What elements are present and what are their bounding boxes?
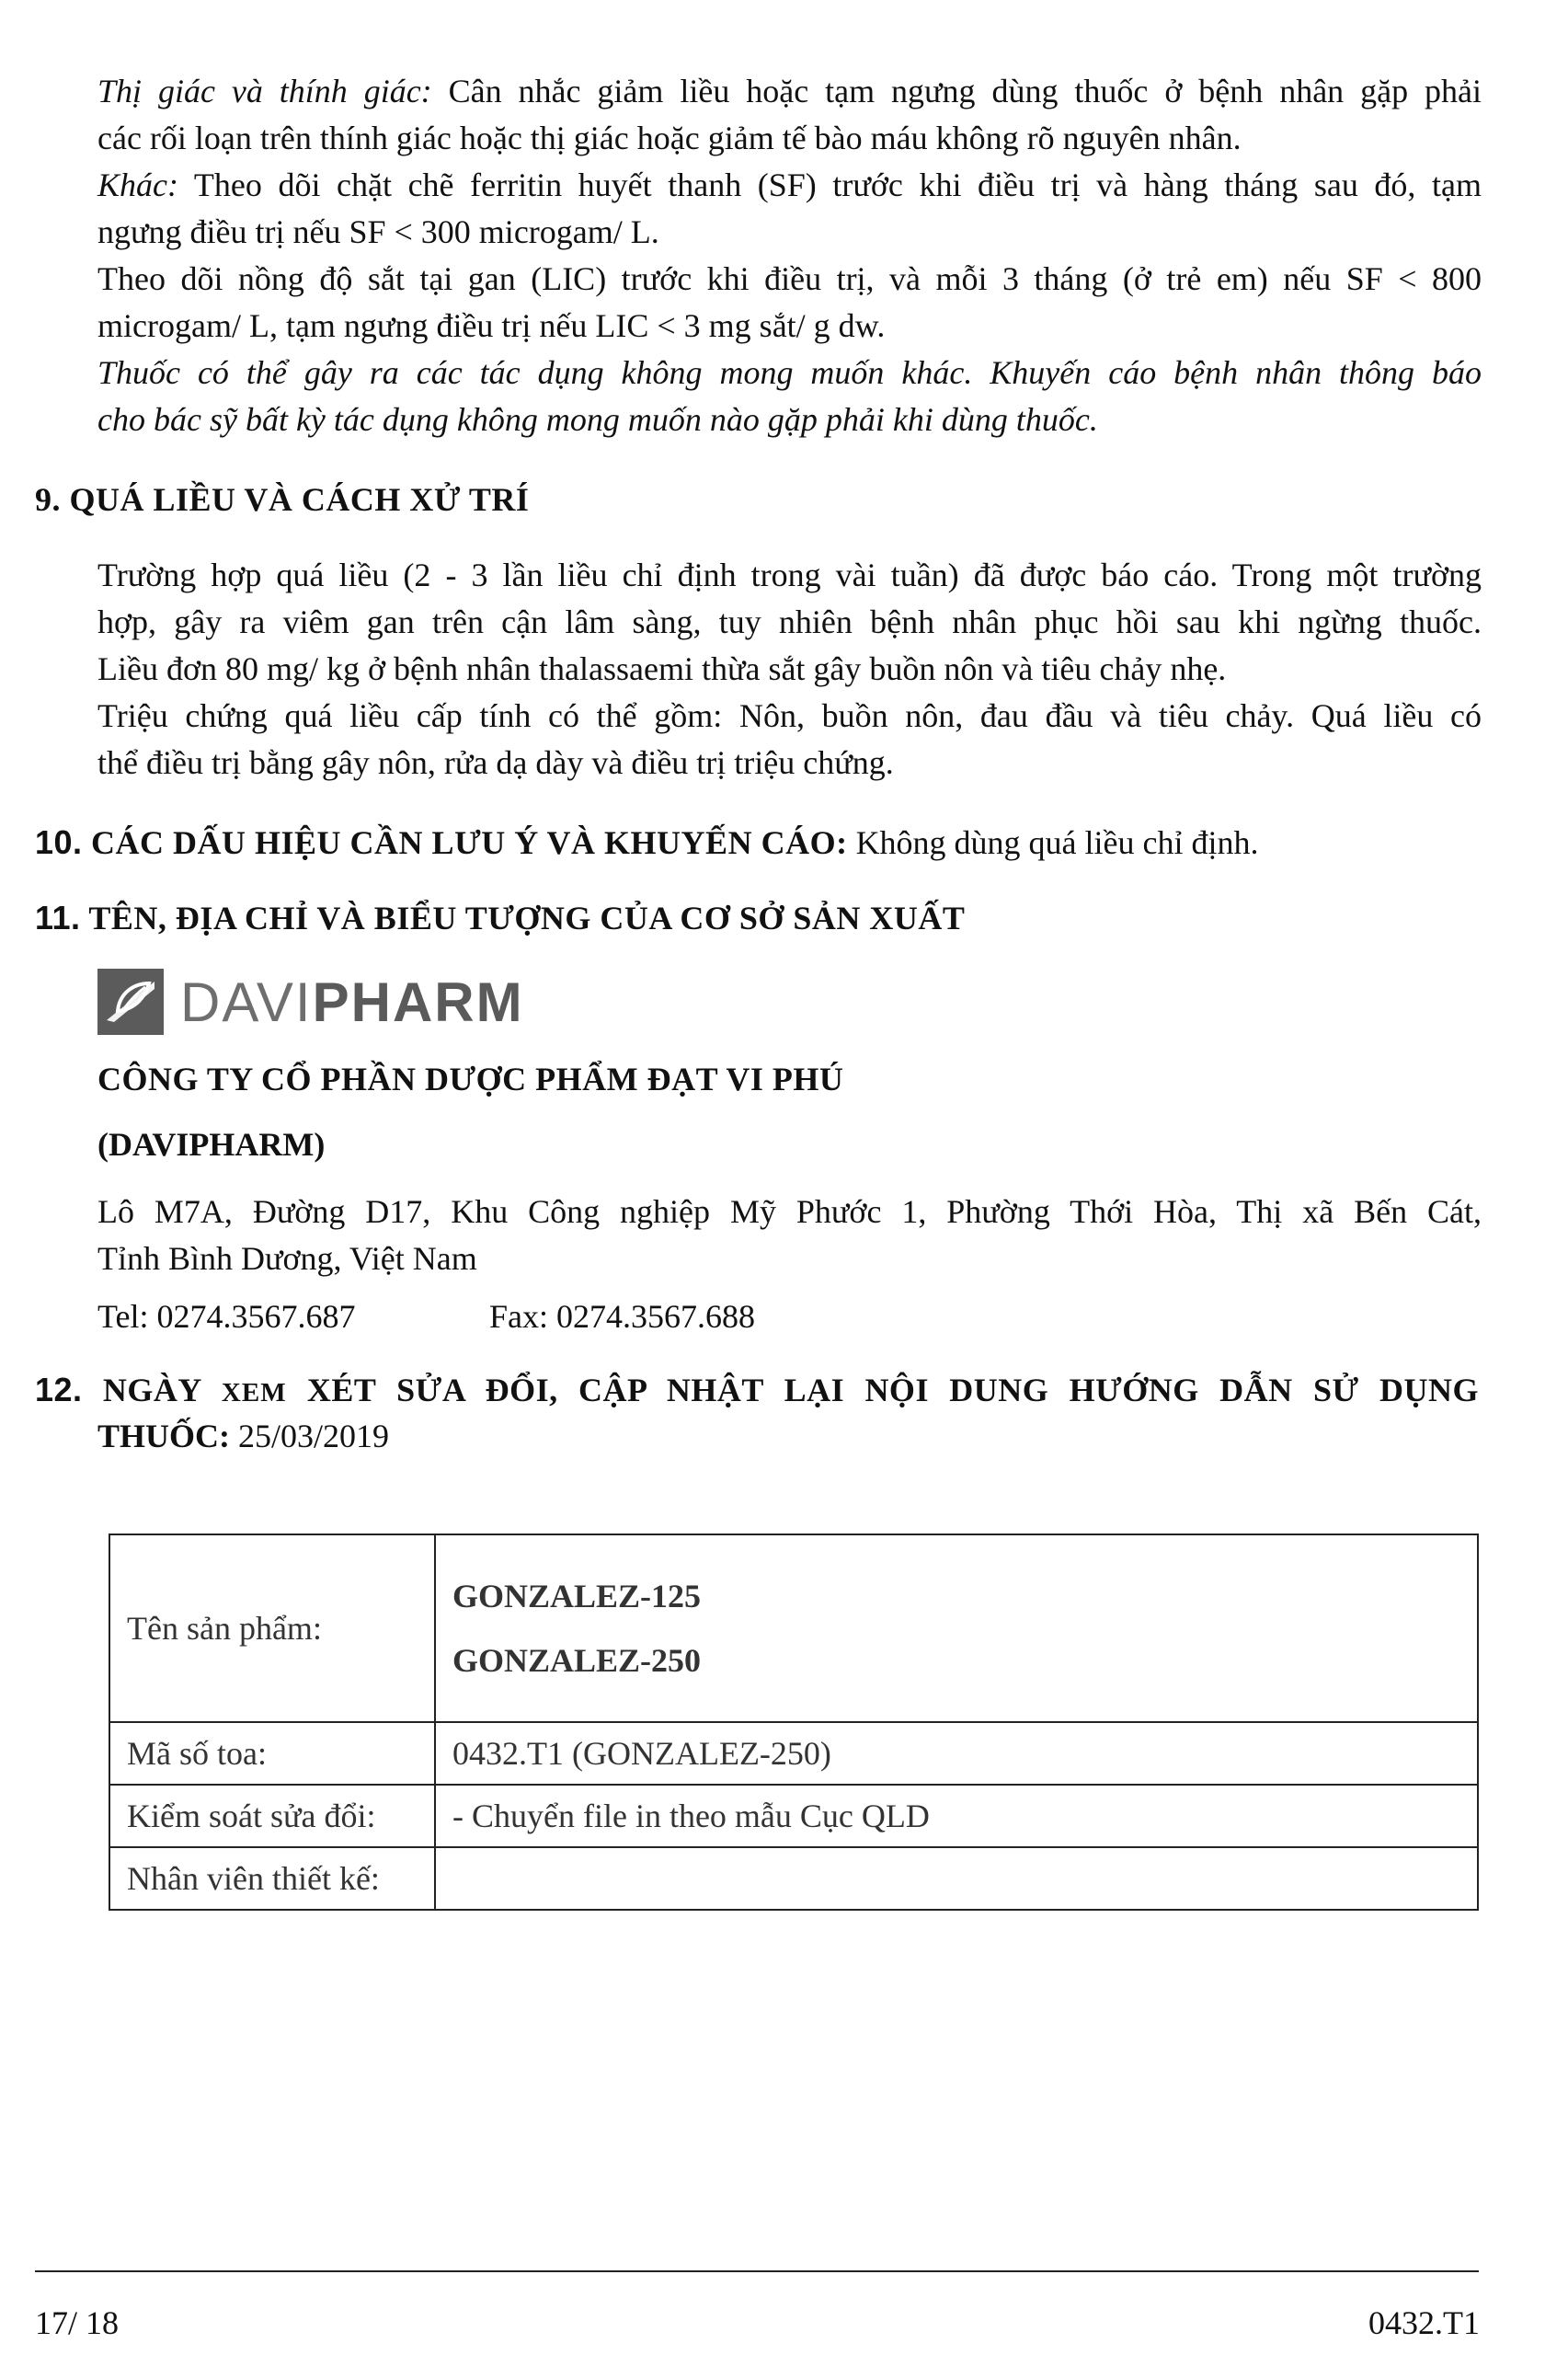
table-row-designer [109, 1847, 1478, 1910]
vision-label: Thị giác và thính giác: [97, 73, 432, 109]
logo-text-light: DAVI [180, 971, 313, 1033]
section10-text: Không dùng quá liều chỉ định. [847, 824, 1259, 861]
product-label-cell [109, 1534, 435, 1722]
section10-number: 10. [35, 823, 83, 861]
section9-line4: Triệu chứng quá liều cấp tính có thể gồm: Nôn, buồn nôn, đau đầu và tiêu chảy. Quá liều có [97, 697, 1482, 734]
product-label: Tên sản phẩm: [127, 1610, 322, 1647]
table-row-product [109, 1534, 1478, 1722]
table-row-code [109, 1722, 1478, 1785]
company-fax: Fax: 0274.3567.688 [489, 1298, 756, 1335]
section9-line1: Trường hợp quá liều (2 - 3 lần liều chỉ định trong vài tuần) đã được báo cáo. Trong một trường [97, 557, 1482, 593]
section10-title: CÁC DẤU HIỆU CẦN LƯU Ý VÀ KHUYẾN CÁO: [82, 824, 848, 861]
other-text-1: Theo dõi chặt chẽ ferritin huyết thanh (SF) trước khi điều trị và hàng tháng sau đó, tạm [177, 167, 1482, 203]
revision-value: - Chuyển file in theo mẫu Cục QLD [435, 1785, 1478, 1847]
section12-title-line2: THUỐC: [97, 1418, 230, 1454]
section9-heading: 9. QUÁ LIỀU VÀ CÁCH XỬ TRÍ [35, 481, 530, 518]
section12-title-part2: XÉT SỬA ĐỔI, CẬP NHẬT LẠI NỘI DUNG HƯỚNG DẪN SỬ DỤNG [286, 1372, 1479, 1408]
section9-line2: hợp, gây ra viêm gan trên cận lâm sàng, tuy nhiên bệnh nhân phục hồi sau khi ngừng thuốc. [97, 603, 1482, 640]
section12-date: 25/03/2019 [230, 1418, 390, 1454]
logo-text-bold: PHARM [312, 971, 524, 1033]
vision-paragraph-line2: các rối loạn trên thính giác hoặc thị giác hoặc giảm tế bào máu không rõ nguyên nhân. [97, 120, 1242, 156]
section8-tail [97, 68, 1482, 443]
code-label: Mã số toa: [109, 1722, 435, 1785]
section12-title-small: XEM [221, 1378, 287, 1407]
product-name-2: GONZALEZ-250 [452, 1642, 702, 1679]
designer-label: Nhân viên thiết kế: [109, 1847, 435, 1910]
section12-line2 [97, 1413, 389, 1460]
davipharm-logo-mark-icon [97, 969, 164, 1035]
vision-text-1: Cân nhắc giảm liều hoặc tạm ngưng dùng thuốc ở bệnh nhân gặp phải [431, 73, 1482, 109]
product-value-cell [435, 1534, 1478, 1722]
vision-paragraph-line1 [97, 68, 1482, 115]
section11-title: TÊN, ĐỊA CHỈ VÀ BIỂU TƯỢNG CỦA CƠ SỞ SẢN XUẤT [80, 900, 966, 936]
company-address [97, 1189, 1482, 1282]
revision-label: Kiểm soát sửa đổi: [109, 1785, 435, 1847]
lic-paragraph-line1: Theo dõi nồng độ sắt tại gan (LIC) trước khi điều trị, và mỗi 3 tháng (ở trẻ em) nếu SF < 800 [97, 260, 1482, 297]
address-line1: Lô M7A, Đường D17, Khu Công nghiệp Mỹ Phước 1, Phường Thới Hòa, Thị xã Bến Cát, [97, 1193, 1482, 1230]
address-line2: Tỉnh Bình Dương, Việt Nam [97, 1240, 477, 1277]
section12-title-part1: NGÀY [82, 1372, 222, 1408]
document-code: 0432.T1 [1368, 2304, 1480, 2341]
section9-line5: thể điều trị bằng gây nôn, rửa dạ dày và điều trị triệu chứng. [97, 744, 894, 781]
company-short-name: (DAVIPHARM) [97, 1126, 326, 1163]
designer-value [435, 1847, 1478, 1910]
warning-line1: Thuốc có thể gây ra các tác dụng không mong muốn khác. Khuyến cáo bệnh nhân thông báo [97, 354, 1482, 391]
section11-heading [35, 894, 965, 942]
warning-line2: cho bác sỹ bất kỳ tác dụng không mong muốn nào gặp phải khi dùng thuốc. [97, 401, 1098, 438]
product-name-1: GONZALEZ-125 [452, 1578, 702, 1614]
company-name: CÔNG TY CỔ PHẦN DƯỢC PHẨM ĐẠT VI PHÚ [97, 1061, 844, 1097]
other-paragraph-line1 [97, 162, 1482, 209]
page-number: 17/ 18 [35, 2304, 120, 2341]
section9-line3: Liều đơn 80 mg/ kg ở bệnh nhân thalassaemi thừa sắt gây buồn nôn và tiêu chảy nhẹ. [97, 650, 1227, 687]
section12-number: 12. [35, 1371, 83, 1408]
section11-number: 11. [35, 899, 81, 936]
davipharm-logo [97, 969, 585, 1039]
other-label: Khác: [97, 167, 178, 203]
section10-heading [35, 819, 1259, 867]
section12-heading [35, 1366, 1479, 1417]
code-value: 0432.T1 (GONZALEZ-250) [435, 1722, 1478, 1785]
footer-divider [35, 2270, 1479, 2272]
davipharm-logo-text [180, 972, 524, 1033]
company-tel: Tel: 0274.3567.687 [97, 1298, 356, 1335]
table-row-revision [109, 1785, 1478, 1847]
other-paragraph-line2: ngưng điều trị nếu SF < 300 microgam/ L. [97, 213, 659, 250]
lic-paragraph-line2: microgam/ L, tạm ngưng điều trị nếu LIC < 3 mg sắt/ g dw. [97, 307, 886, 344]
section9-body [97, 552, 1482, 787]
document-info-table [109, 1534, 1479, 1911]
